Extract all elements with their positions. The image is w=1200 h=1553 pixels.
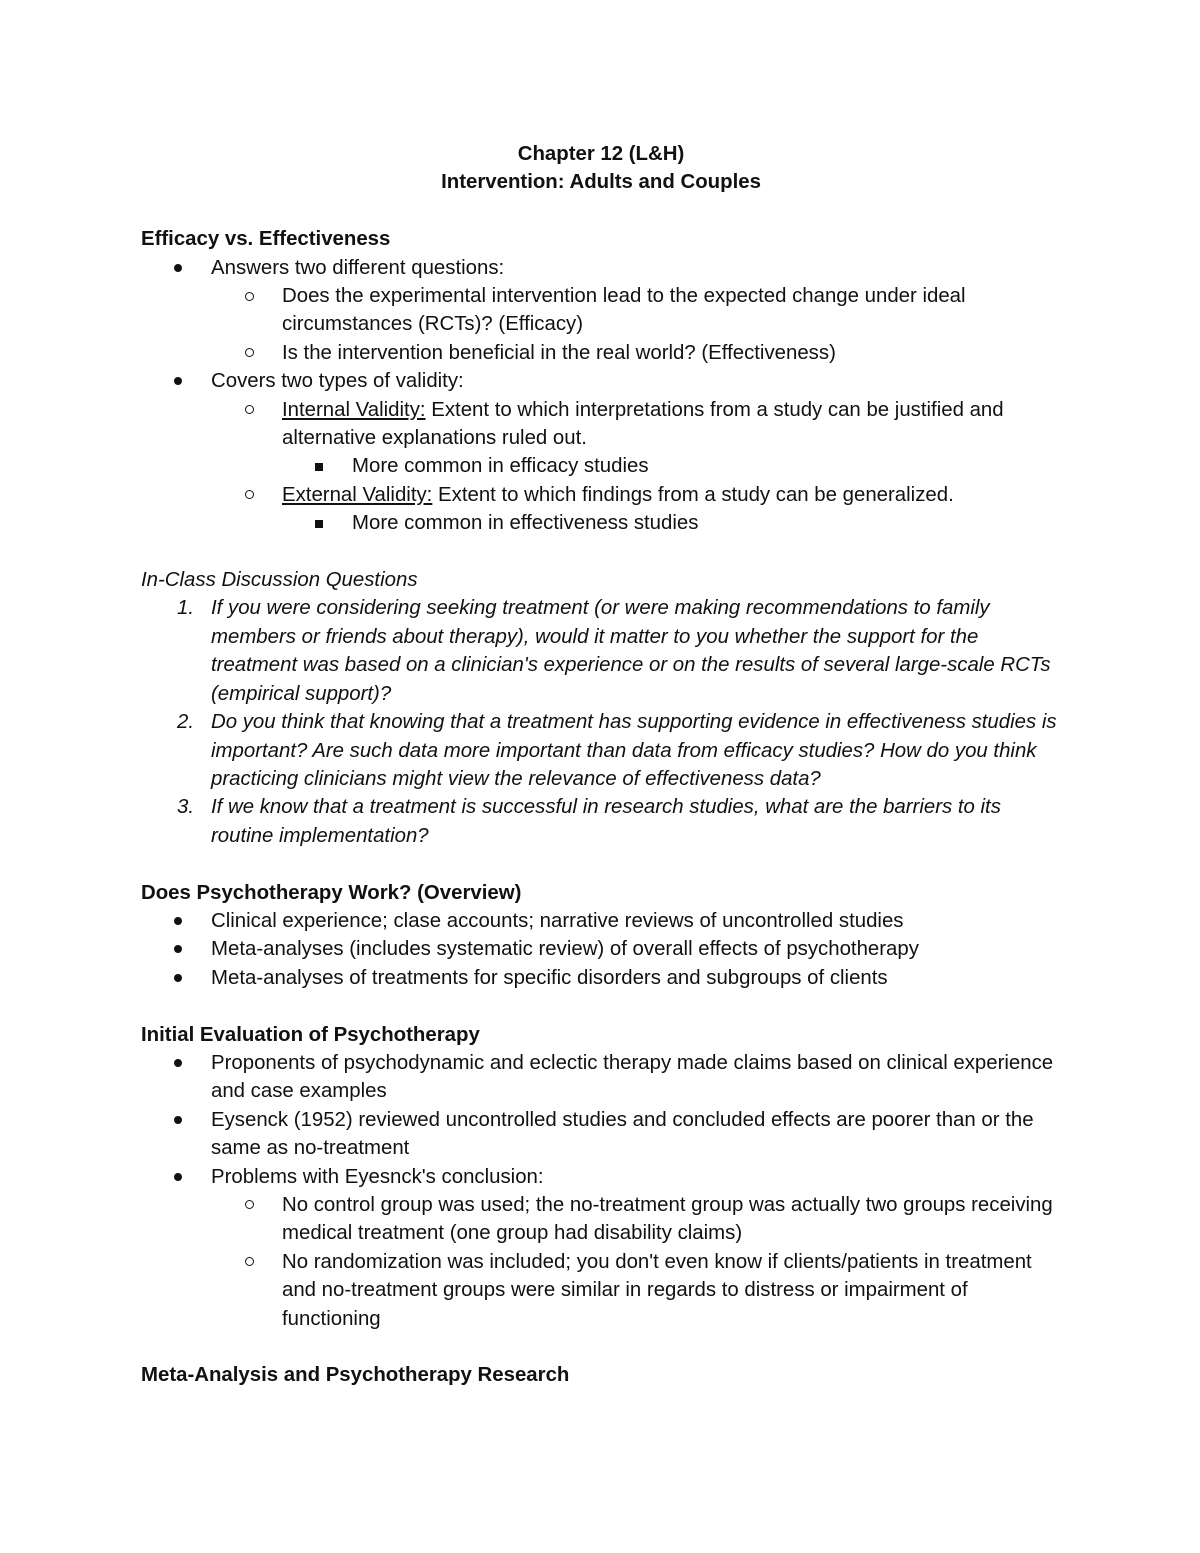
- bullet-circle-icon: [245, 348, 254, 357]
- list-item: Proponents of psychodynamic and eclectic therapy made claims based on clinical experience and case examples: [141, 1049, 1061, 1106]
- bullet-circle-icon: [245, 1200, 254, 1209]
- bullet-disc-icon: [174, 945, 182, 953]
- chapter-title: Chapter 12 (L&H): [517, 143, 685, 165]
- list-item: More common in effectiveness studies: [141, 509, 1061, 537]
- bullet-square-icon: [315, 463, 323, 471]
- bullet-disc-icon: [174, 377, 182, 385]
- internal-validity-term: Internal Validity:: [282, 398, 426, 421]
- bullet-disc-icon: [174, 1059, 182, 1067]
- section-heading-overview: Does Psychotherapy Work? (Overview): [141, 881, 522, 904]
- list-item: Problems with Eyesnck's conclusion:: [141, 1163, 1061, 1191]
- list-item: Answers two different questions:: [141, 254, 1061, 282]
- bullet-disc-icon: [174, 1173, 182, 1181]
- numbered-item: 2. Do you think that knowing that a treatment has supporting evidence in effectiveness studies is important? Are such data more important than data from efficacy studies? How do you think practicing clinicians might view the relevance of effectiveness data?: [177, 711, 1057, 790]
- bullet-circle-icon: [245, 292, 254, 301]
- numbered-item: 1. If you were considering seeking treatment (or were making recommendations to family members or friends about therapy), would it matter to you whether the support for the treatment was based on a clinician's experience or on the results of several large-scale RCTs (empirical support)?: [177, 597, 1051, 705]
- list-item: Is the intervention beneficial in the real world? (Effectiveness): [141, 339, 1061, 367]
- list-item: More common in efficacy studies: [141, 452, 1061, 480]
- list-item: External Validity: Extent to which findings from a study can be generalized.: [141, 481, 1061, 509]
- document-content: [141, 140, 1061, 1390]
- section-heading-initial: Initial Evaluation of Psychotherapy: [141, 1023, 480, 1046]
- numbered-item: 3. If we know that a treatment is successful in research studies, what are the barriers to its routine implementation?: [177, 796, 1001, 847]
- bullet-disc-icon: [174, 1116, 182, 1124]
- external-validity-term: External Validity:: [282, 483, 433, 506]
- bullet-disc-icon: [174, 917, 182, 925]
- list-item: Covers two types of validity:: [141, 367, 1061, 395]
- bullet-circle-icon: [245, 1257, 254, 1266]
- list-item: No randomization was included; you don't even know if clients/patients in treatment and no-treatment groups were similar in regards to distress or impairment of functioning: [141, 1248, 1061, 1333]
- list-item: Meta-analyses of treatments for specific disorders and subgroups of clients: [141, 964, 1061, 992]
- section-heading-discussion: In-Class Discussion Questions: [141, 569, 418, 592]
- bullet-disc-icon: [174, 264, 182, 272]
- bullet-disc-icon: [174, 974, 182, 982]
- section-heading-meta: Meta-Analysis and Psychotherapy Research: [141, 1364, 570, 1387]
- list-item: No control group was used; the no-treatment group was actually two groups receiving medical treatment (one group had disability claims): [141, 1191, 1061, 1248]
- chapter-subtitle: Intervention: Adults and Couples: [441, 171, 761, 194]
- section-heading-efficacy: Efficacy vs. Effectiveness: [141, 228, 391, 251]
- bullet-circle-icon: [245, 405, 254, 414]
- list-item: Internal Validity: Extent to which interpretations from a study can be justified and alternative explanations ruled out.: [141, 396, 1061, 453]
- list-item: Meta-analyses (includes systematic review) of overall effects of psychotherapy: [141, 935, 1061, 963]
- list-item: Eysenck (1952) reviewed uncontrolled studies and concluded effects are poorer than or the same as no-treatment: [141, 1106, 1061, 1163]
- bullet-square-icon: [315, 520, 323, 528]
- list-item: Clinical experience; clase accounts; narrative reviews of uncontrolled studies: [141, 907, 1061, 935]
- bullet-circle-icon: [245, 490, 254, 499]
- list-item: Does the experimental intervention lead to the expected change under ideal circumstances (RCTs)? (Efficacy): [141, 282, 1061, 339]
